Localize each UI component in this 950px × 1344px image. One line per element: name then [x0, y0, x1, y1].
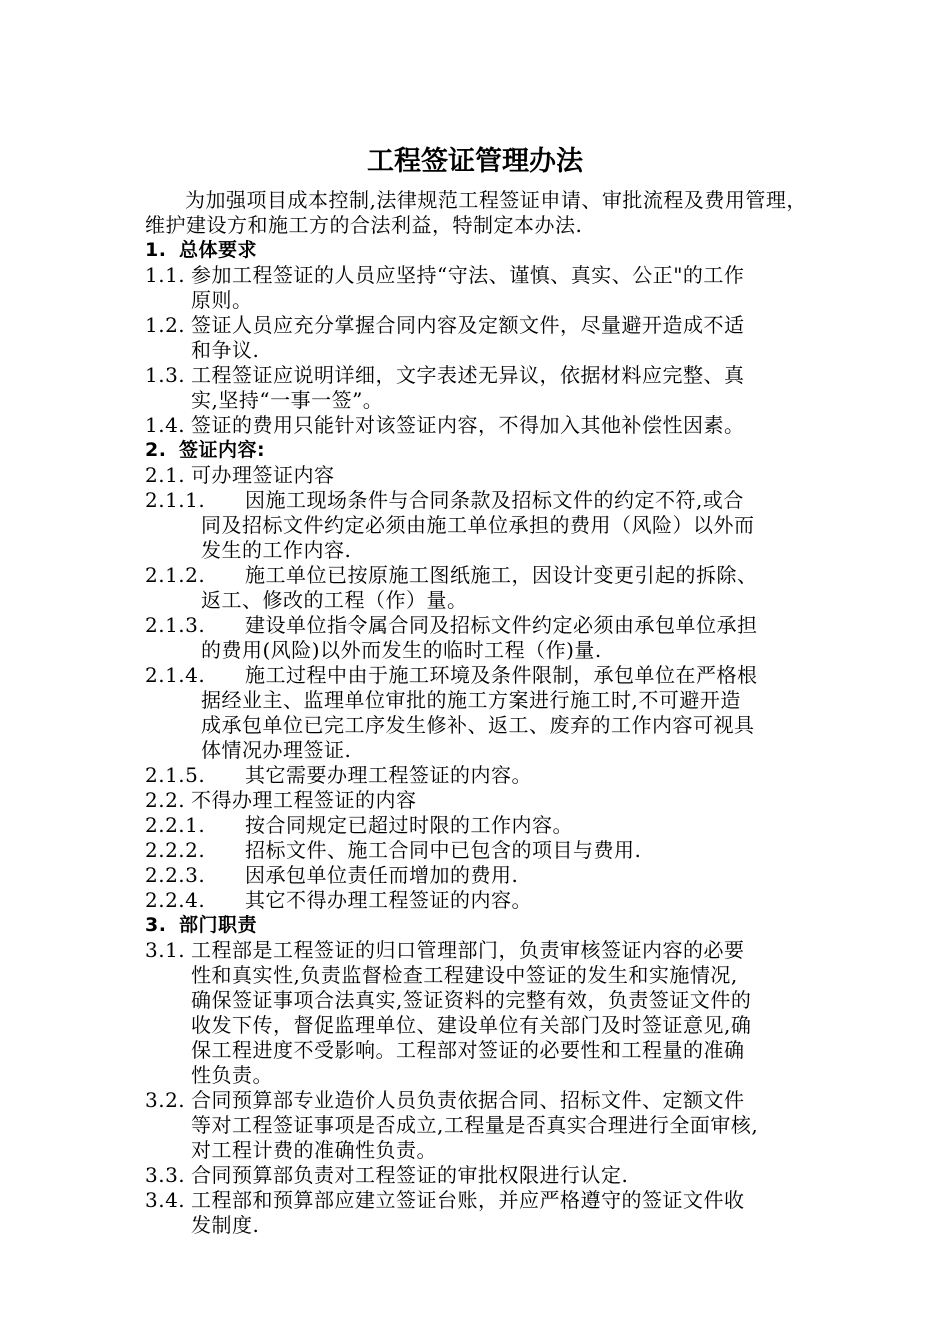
clause-number: 1.4.	[145, 413, 186, 437]
section-number: 1.	[145, 239, 167, 261]
clause-text: 保工程进度不受影响。工程部对签证的必要性和工程量的准确	[191, 1038, 745, 1062]
clause-continuation	[145, 688, 820, 713]
clause-line	[145, 313, 820, 338]
clause-text: 的费用(风险)以外而发生的临时工程（作)量.	[201, 638, 602, 662]
clause-continuation	[145, 338, 820, 363]
document-body	[145, 238, 820, 1238]
clause-number: 2.2.3.	[145, 863, 206, 887]
clause-text: 因施工现场条件与合同条款及招标文件的约定不符,或合	[245, 488, 744, 512]
clause-continuation	[145, 588, 820, 613]
clause-text: 原则。	[191, 288, 253, 312]
clause-number: 3.2.	[145, 1088, 186, 1112]
clause-continuation	[145, 1213, 820, 1238]
clause-line	[145, 863, 820, 888]
clause-text: 返工、修改的工程（作）量。	[201, 588, 468, 612]
clause-continuation	[145, 1113, 820, 1138]
clause-number: 2.1.1.	[145, 488, 206, 512]
clause-line	[145, 1188, 820, 1213]
clause-number: 3.4.	[145, 1188, 186, 1212]
clause-text: 因承包单位责任而增加的费用.	[245, 863, 519, 887]
clause-line	[145, 938, 820, 963]
clause-text: 工程签证应说明详细，文字表述无异议，依据材料应完整、真	[191, 363, 745, 387]
clause-text: 工程部和预算部应建立签证台账，并应严格遵守的签证文件收	[191, 1188, 745, 1212]
clause-text: 和争议.	[191, 338, 260, 362]
clause-text: 按合同规定已超过时限的工作内容。	[245, 813, 573, 837]
clause-number: 3.1.	[145, 938, 186, 962]
clause-text: 成承包单位已完工序发生修补、返工、废弃的工作内容可视具	[201, 713, 755, 737]
clause-text: 其它不得办理工程签证的内容。	[245, 888, 532, 912]
clause-text: 建设单位指令属合同及招标文件约定必须由承包单位承担	[245, 613, 758, 637]
clause-text: 不得办理工程签证的内容	[191, 788, 417, 812]
clause-text: 参加工程签证的人员应坚持“守法、谨慎、真实、公正"的工作	[191, 263, 745, 287]
clause-text: 合同预算部负责对工程签证的审批权限进行认定.	[191, 1163, 629, 1187]
clause-number: 2.1.	[145, 463, 186, 487]
clause-continuation	[145, 1038, 820, 1063]
section-title: 签证内容:	[179, 439, 266, 461]
clause-text: 性和真实性,负责监督检查工程建设中签证的发生和实施情况,	[191, 963, 738, 987]
clause-line	[145, 463, 820, 488]
clause-line	[145, 663, 820, 688]
clause-text: 实,坚持“一事一签”。	[191, 388, 384, 412]
clause-line	[145, 413, 820, 438]
clause-text: 发制度.	[191, 1213, 260, 1237]
clause-text: 等对工程签证事项是否成立,工程量是否真实合理进行全面审核,	[191, 1113, 759, 1137]
clause-text: 发生的工作内容.	[201, 538, 352, 562]
clause-text: 可办理签证内容	[191, 463, 335, 487]
clause-number: 2.2.2.	[145, 838, 206, 862]
clause-number: 2.2.1.	[145, 813, 206, 837]
clause-text: 确保签证事项合法真实,签证资料的完整有效，负责签证文件的	[191, 988, 752, 1012]
clause-text: 其它需要办理工程签证的内容。	[245, 763, 532, 787]
clause-line	[145, 788, 820, 813]
clause-continuation	[145, 988, 820, 1013]
clause-line	[145, 1088, 820, 1113]
clause-number: 2.1.3.	[145, 613, 206, 637]
section-heading	[145, 913, 820, 938]
clause-text: 施工单位已按原施工图纸施工，因设计变更引起的拆除、	[245, 563, 758, 587]
clause-continuation	[145, 963, 820, 988]
clause-continuation	[145, 538, 820, 563]
clause-continuation	[145, 388, 820, 413]
section-number: 3.	[145, 914, 167, 936]
clause-continuation	[145, 713, 820, 738]
clause-text: 对工程计费的准确性负责。	[191, 1138, 437, 1162]
clause-number: 2.1.5.	[145, 763, 206, 787]
clause-line	[145, 263, 820, 288]
clause-line	[145, 563, 820, 588]
document-title: 工程签证管理办法	[367, 146, 583, 177]
clause-line	[145, 888, 820, 913]
clause-text: 施工过程中由于施工环境及条件限制，承包单位在严格根	[245, 663, 758, 687]
clause-text: 签证人员应充分掌握合同内容及定额文件，尽量避开造成不适	[191, 313, 745, 337]
clause-continuation	[145, 1138, 820, 1163]
clause-number: 1.1.	[145, 263, 186, 287]
clause-continuation	[145, 1013, 820, 1038]
clause-number: 2.2.4.	[145, 888, 206, 912]
section-title: 部门职责	[179, 914, 258, 936]
clause-text: 据经业主、监理单位审批的施工方案进行施工时,不可避开造	[201, 688, 741, 712]
clause-number: 1.3.	[145, 363, 186, 387]
clause-text: 合同预算部专业造价人员负责依据合同、招标文件、定额文件	[191, 1088, 745, 1112]
clause-continuation	[145, 638, 820, 663]
clause-text: 工程部是工程签证的归口管理部门，负责审核签证内容的必要	[191, 938, 745, 962]
intro-paragraph: 为加强项目成本控制,法律规范工程签证申请、审批流程及费用管理，维护建设方和施工方的合法利益，特制定本办法.	[145, 188, 807, 237]
clause-continuation	[145, 1063, 820, 1088]
section-heading	[145, 438, 820, 463]
clause-number: 2.1.2.	[145, 563, 206, 587]
section-heading	[145, 238, 820, 263]
clause-number: 3.3.	[145, 1163, 186, 1187]
clause-continuation	[145, 738, 820, 763]
clause-number: 2.2.	[145, 788, 186, 812]
clause-number: 2.1.4.	[145, 663, 206, 687]
clause-line	[145, 813, 820, 838]
clause-line	[145, 613, 820, 638]
clause-line	[145, 763, 820, 788]
clause-text: 招标文件、施工合同中已包含的项目与费用.	[245, 838, 642, 862]
clause-text: 同及招标文件约定必须由施工单位承担的费用（风险）以外而	[201, 513, 755, 537]
clause-line	[145, 488, 820, 513]
clause-text: 体情况办理签证.	[201, 738, 352, 762]
section-title: 总体要求	[179, 239, 258, 261]
clause-continuation	[145, 513, 820, 538]
clause-number: 1.2.	[145, 313, 186, 337]
clause-text: 性负责。	[191, 1063, 273, 1087]
clause-continuation	[145, 288, 820, 313]
clause-line	[145, 363, 820, 388]
clause-line	[145, 1163, 820, 1188]
clause-text: 收发下传，督促监理单位、建设单位有关部门及时签证意见,确	[191, 1013, 752, 1037]
clause-text: 签证的费用只能针对该签证内容，不得加入其他补偿性因素。	[191, 413, 745, 437]
section-number: 2.	[145, 439, 167, 461]
clause-line	[145, 838, 820, 863]
